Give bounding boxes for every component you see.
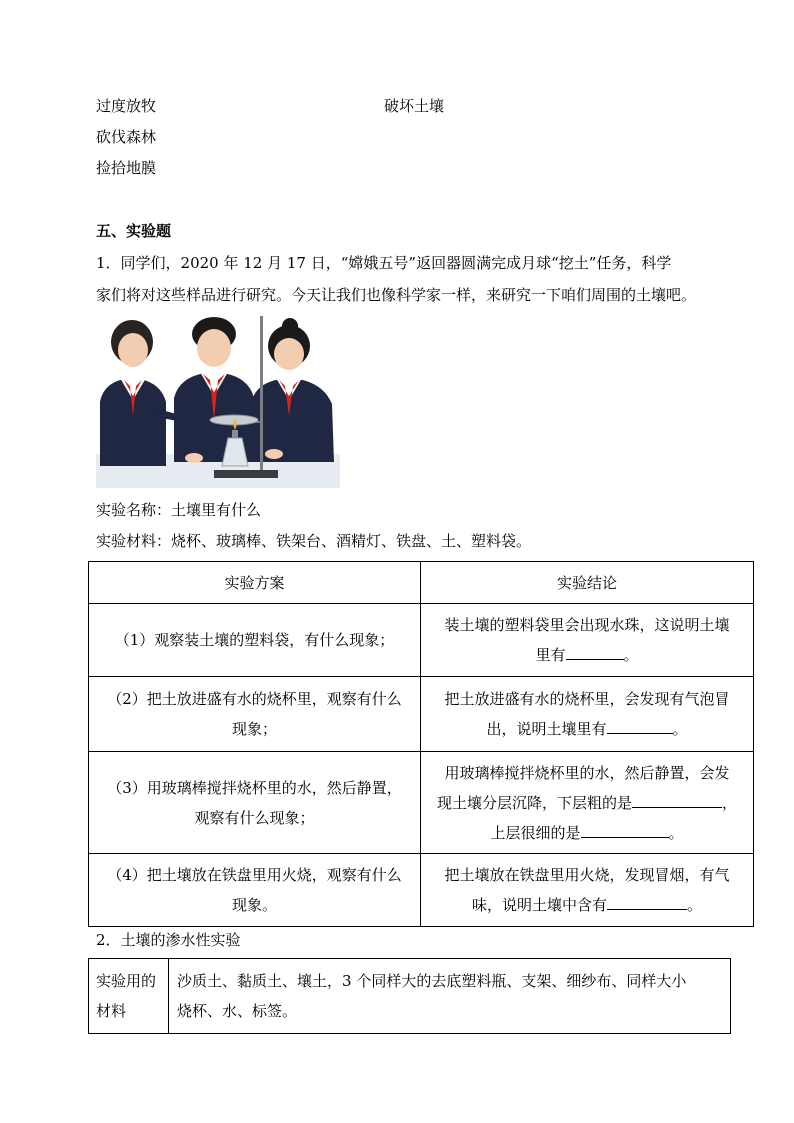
conclusion-punct: ，: [722, 793, 738, 812]
plan-line: 现象。: [231, 896, 277, 914]
table-row: [89, 604, 754, 677]
conclusion-line: [421, 890, 753, 920]
conclusion-line: [421, 788, 753, 818]
header-conclusion: 实验结论: [421, 562, 754, 604]
table-header-row: [89, 562, 754, 604]
table-row: [89, 959, 731, 1034]
conclusion-cell: [421, 677, 754, 752]
materials-content-line: 烧杯、水、标签。: [177, 1002, 298, 1020]
conclusion-line: 把土壤放在铁盘里用火烧，发现冒烟，有气: [444, 866, 730, 884]
students-experiment-photo: [96, 316, 340, 488]
match-right-item: 破坏土壤: [384, 97, 445, 115]
conclusion-line: 用玻璃棒搅拌烧杯里的水，然后静置，会发: [444, 763, 730, 782]
conclusion-line: [421, 818, 753, 848]
conclusion-punct: 。: [623, 646, 639, 664]
match-left-item-3: 捡拾地膜: [96, 159, 157, 177]
answer-blank[interactable]: [607, 891, 687, 910]
conclusion-text: 味，说明土壤中含有: [471, 896, 607, 914]
plan-line: 观察有什么现象；: [194, 808, 315, 827]
conclusion-text: 上层很细的是: [490, 823, 581, 842]
plan-line: （3）用玻璃棒搅拌烧杯里的水，然后静置，: [107, 778, 402, 797]
conclusion-line: [421, 640, 753, 670]
conclusion-punct: 。: [668, 823, 684, 842]
experiment-materials: 实验材料：烧杯、玻璃棒、铁架台、酒精灯、铁盘、土、塑料袋。: [96, 532, 532, 550]
conclusion-line: [421, 714, 753, 744]
plan-line: （1）观察装土壤的塑料袋，有什么现象；: [114, 631, 395, 649]
match-left-item-2: 砍伐森林: [96, 128, 157, 146]
plan-line: （2）把土放进盛有水的烧杯里，观察有什么: [107, 690, 402, 708]
q1-intro-line2: 家们将对这些样品进行研究。今天让我们也像科学家一样，来研究一下咱们周围的土壤吧。: [96, 286, 697, 304]
plan-line: （4）把土壤放在铁盘里用火烧，观察有什么: [107, 866, 402, 884]
materials-label-line: 实验用的: [96, 972, 157, 990]
materials-label-cell: [89, 959, 169, 1034]
conclusion-punct: 。: [687, 896, 703, 914]
plan-cell: [89, 604, 421, 677]
header-plan: 实验方案: [89, 562, 421, 604]
conclusion-line: 把土放进盛有水的烧杯里，会发现有气泡冒: [444, 690, 730, 708]
answer-blank[interactable]: [566, 641, 624, 660]
answer-blank[interactable]: [607, 715, 673, 734]
q2-title: 2．土壤的渗水性实验: [96, 931, 241, 949]
conclusion-cell: [421, 854, 754, 927]
table-row: [89, 752, 754, 854]
materials-table: [88, 958, 731, 1034]
conclusion-cell: [421, 752, 754, 854]
conclusion-punct: 。: [672, 720, 688, 738]
conclusion-cell: [421, 604, 754, 677]
plan-cell: [89, 854, 421, 927]
plan-cell: [89, 677, 421, 752]
experiment-name: 实验名称：土壤里有什么: [96, 501, 262, 519]
materials-content-line: 沙质土、黏质土、壤土，3 个同样大的去底塑料瓶、支架、细纱布、同样大小: [177, 972, 687, 990]
section-title: 五、实验题: [96, 222, 172, 240]
plan-cell: [89, 752, 421, 854]
answer-blank[interactable]: [581, 819, 669, 838]
conclusion-text: 里有: [535, 646, 566, 664]
table-row: [89, 854, 754, 927]
match-left-item-1: 过度放牧: [96, 97, 157, 115]
materials-content-cell: [169, 959, 731, 1034]
conclusion-text: 出，说明土壤里有: [486, 720, 607, 738]
plan-line: 现象；: [231, 720, 277, 738]
answer-blank[interactable]: [632, 789, 722, 808]
table-row: [89, 677, 754, 752]
experiment-table: [88, 561, 754, 927]
conclusion-line: 装土壤的塑料袋里会出现水珠，这说明土壤: [444, 616, 730, 634]
materials-label-line: 材料: [96, 1002, 127, 1020]
conclusion-text: 现土壤分层沉降，下层粗的是: [436, 793, 632, 812]
q1-intro-line1: 1．同学们，2020 年 12 月 17 日，“嫦娥五号”返回器圆满完成月球“挖土”任务，科学: [96, 254, 672, 272]
